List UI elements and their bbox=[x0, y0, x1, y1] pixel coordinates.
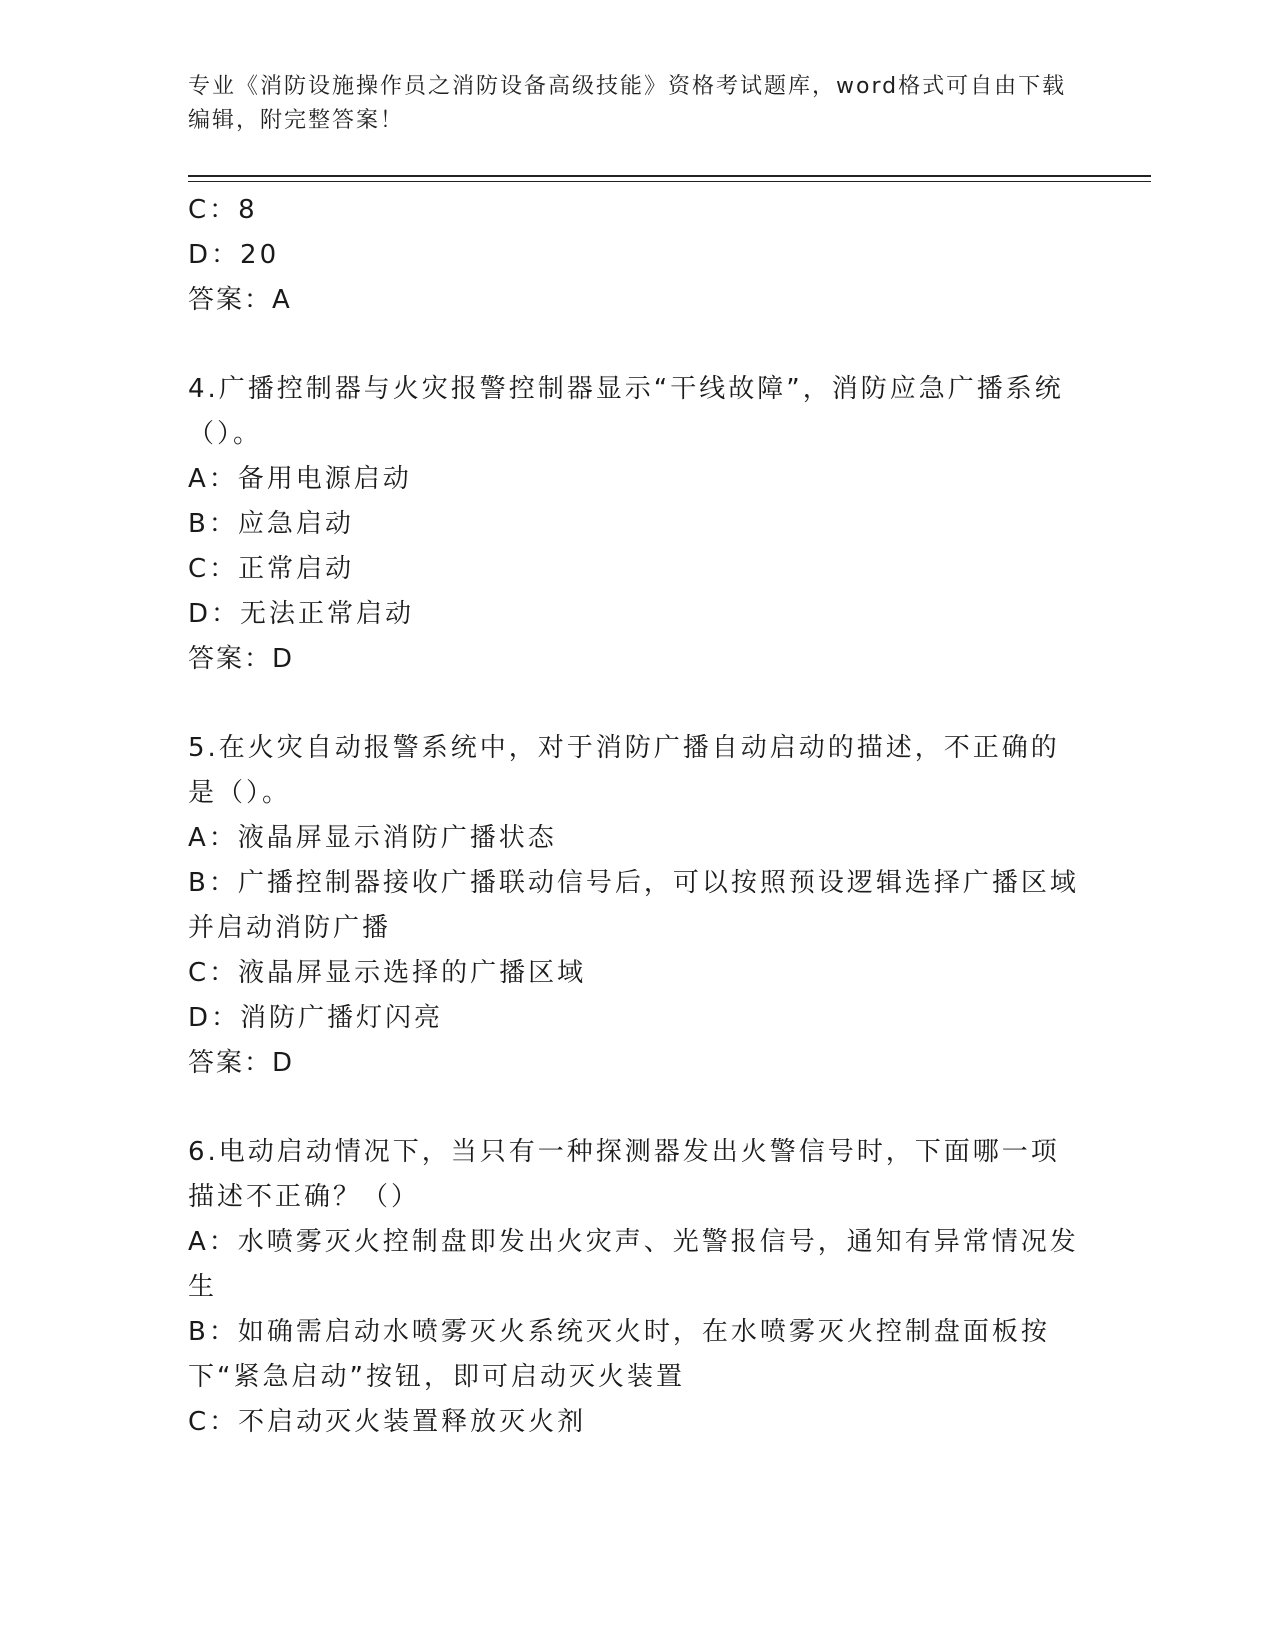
option-d: D：消防广播灯闪亮 bbox=[188, 1003, 444, 1033]
question-block-5 bbox=[188, 726, 1088, 1086]
question-block-6 bbox=[188, 1130, 1088, 1445]
option-b: B：应急启动 bbox=[188, 509, 354, 539]
answer-line: 答案：A bbox=[188, 285, 292, 315]
option-c: C：液晶屏显示选择的广播区域 bbox=[188, 958, 587, 988]
answer-line: 答案：D bbox=[188, 1048, 295, 1078]
question-stem: 4.广播控制器与火灾报警控制器显示“干线故障”，消防应急广播系统（）。 bbox=[188, 374, 1064, 449]
question-block-4 bbox=[188, 367, 1088, 682]
option-c: C：正常启动 bbox=[188, 554, 355, 584]
option-d: D：20 bbox=[188, 240, 280, 270]
option-b: B：广播控制器接收广播联动信号后，可以按照预设逻辑选择广播区域并启动消防广播 bbox=[188, 868, 1079, 943]
question-content bbox=[188, 188, 1088, 1445]
option-b: B：如确需启动水喷雾灭火系统灭火时，在水喷雾灭火控制盘面板按下“紧急启动”按钮，即可启动灭火装置 bbox=[188, 1317, 1050, 1392]
option-a: A：水喷雾灭火控制盘即发出火灾声、光警报信号，通知有异常情况发生 bbox=[188, 1227, 1079, 1302]
option-a: A：备用电源启动 bbox=[188, 464, 412, 494]
option-c: C：8 bbox=[188, 195, 258, 225]
answer-line: 答案：D bbox=[188, 644, 295, 674]
header-rule-thick bbox=[188, 175, 1151, 177]
question-stem: 5.在火灾自动报警系统中，对于消防广播自动启动的描述，不正确的是（）。 bbox=[188, 733, 1060, 808]
header-rule-thin bbox=[188, 181, 1151, 182]
prev-question-block bbox=[188, 188, 1088, 323]
option-c: C：不启动灭火装置释放灭火剂 bbox=[188, 1407, 587, 1437]
document-header: 专业《消防设施操作员之消防设备高级技能》资格考试题库，word格式可自由下载编辑，附完整答案！ bbox=[188, 74, 1067, 133]
question-stem: 6.电动启动情况下，当只有一种探测器发出火警信号时，下面哪一项描述不正确？（） bbox=[188, 1137, 1060, 1212]
option-a: A：液晶屏显示消防广播状态 bbox=[188, 823, 557, 853]
option-d: D：无法正常启动 bbox=[188, 599, 415, 629]
